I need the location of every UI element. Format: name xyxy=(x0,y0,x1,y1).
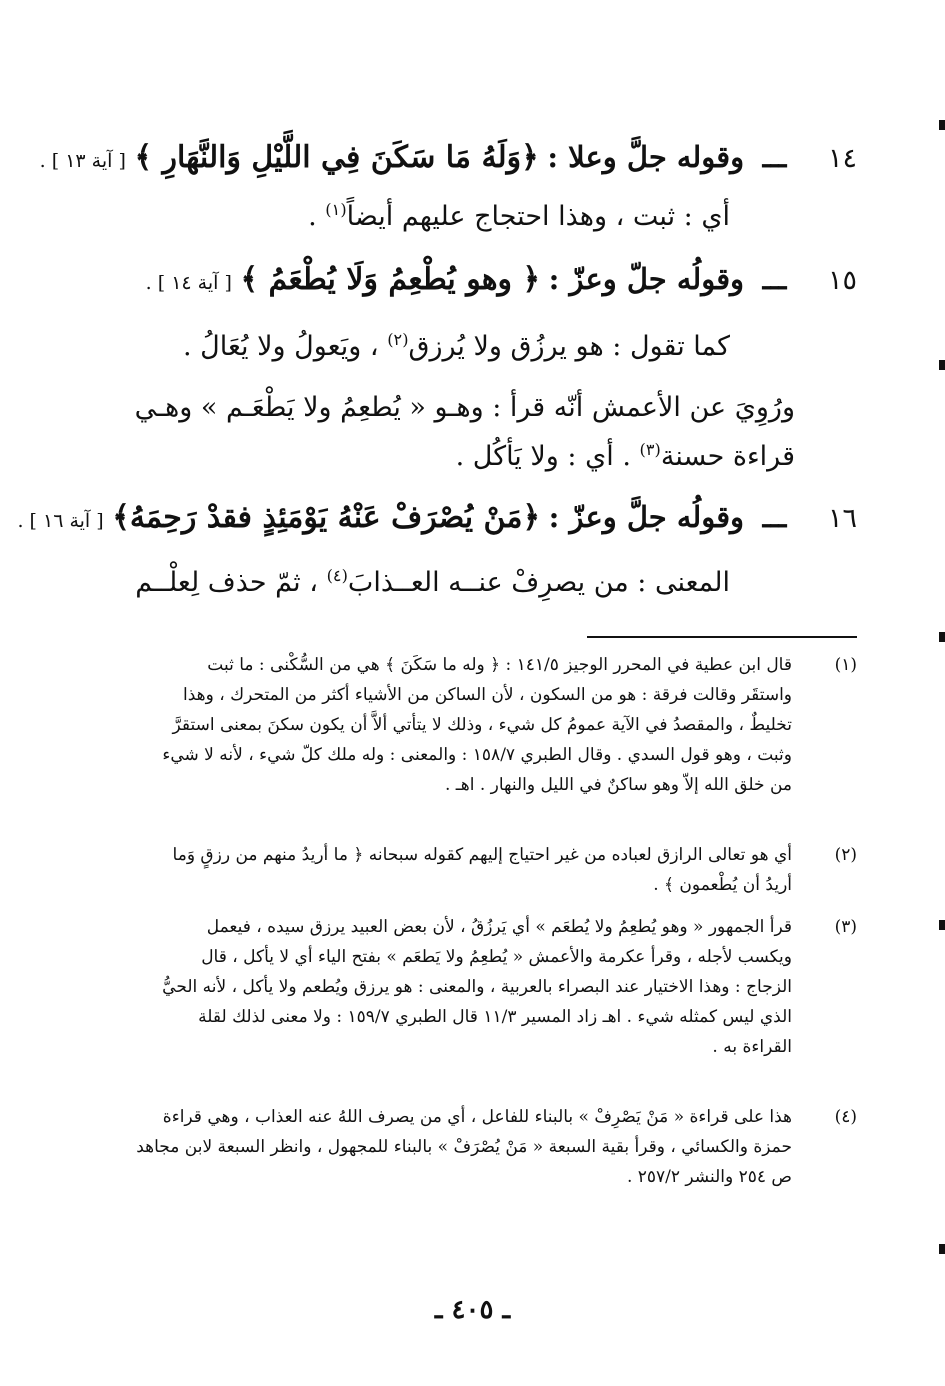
explanation-end: ، ويَعولُ ولا يُعَالُ . xyxy=(183,331,379,362)
footnote-line: تخليطٌ ، والمقصدُ في الآية عمومُ كل شيء ، وذلك لا يتأتي ألاَّ أن يكون سكنَ بمعنى استقرَّ xyxy=(172,715,792,735)
quran-verse: ﴿وَلَهُ مَا سَكَنَ فِي اللَّيْلِ وَالنَّهَارِ ﴾ xyxy=(134,140,539,175)
explanation-text: أي : ثبت ، وهذا احتجاج عليهم أيضاً xyxy=(346,201,730,232)
explanation-text: قراءة حسنة xyxy=(660,441,795,472)
ayah-reference: [ آية ١٤ ] . xyxy=(145,272,232,294)
entry-15-explanation-1 xyxy=(110,330,730,362)
footnote-body xyxy=(110,650,792,800)
entry-15-heading xyxy=(110,262,857,297)
entry-16-heading xyxy=(17,500,857,535)
footnote-line: من خلق الله إلاّ وهو ساكنٌ في الليل والنهار . اهـ . xyxy=(444,775,792,795)
footnote-body xyxy=(110,912,792,1062)
ayah-reference: [ آية ١٣ ] . xyxy=(39,150,126,172)
footnote-line: الزجاج : وهذا الاختيار عند البصراء بالعربية ، والمعنى : هو يرزق ويُطعم ولا يأكل ، لأنه الحيُّ xyxy=(162,977,792,997)
explanation-end: ، ثمّ حذف لِعلْــم xyxy=(135,567,318,598)
footnote-line: هذا على قراءة « مَنْ يَصْرِفْ » بالبناء للفاعل ، أي من يصرف اللهُ عنه العذاب ، وهي قراءة xyxy=(162,1107,792,1127)
footnote-line: القراءة به . xyxy=(712,1037,792,1057)
footnote-line: حمزة والكسائي ، وقرأ بقية السبعة « مَنْ يُصْرَفْ » بالبناء للمجهول ، وانظر السبعة لابن مجاهد xyxy=(136,1137,792,1157)
scan-edge-mark xyxy=(939,360,945,370)
footnote-line: قرأ الجمهور « وهو يُطعِمُ ولا يُطعَم » أي يَرزُقُ ، لأن بعض العبيد يرزق سيده ، فيعمل xyxy=(206,917,792,937)
footnote-body xyxy=(110,840,792,900)
quran-verse: ﴿ وهو يُطْعِمُ وَلَا يُطْعَمُ ﴾ xyxy=(240,262,541,297)
footnote-line: ويكسب لأجله ، وقرأ عكرمة والأعمش « يُطعِمُ ولا يَطعَم » بفتح الياء أي لا يأكل ، قال xyxy=(201,947,792,967)
explanation-text: ورُوِيَ عن الأعمش أنّه قرأ : وهـو « يُطعِمُ ولا يَطْعَـم » وهـي xyxy=(134,392,795,423)
footnote-mark: (١) xyxy=(834,655,857,675)
footnote-separator xyxy=(587,636,857,638)
footnote-ref: (٤) xyxy=(326,566,348,585)
scan-edge-mark xyxy=(939,120,945,130)
footnote-mark: (٤) xyxy=(834,1107,857,1127)
entry-number: ١٦ xyxy=(827,503,857,534)
footnote-body xyxy=(110,1102,792,1192)
footnote-line: أي هو تعالى الرازق لعباده من غير احتياج إليهم كقوله سبحانه ﴿ ما أريدُ منهم من رزقٍ وَما xyxy=(172,845,792,865)
entry-lead: وقولُه جلّ وعزّ : xyxy=(548,262,745,296)
entry-dash: ـــ xyxy=(762,503,787,534)
entry-dash: ـــ xyxy=(762,265,787,296)
footnote-line: أريدُ أن يُطْعمون ﴾ . xyxy=(653,875,792,895)
footnote-4 xyxy=(110,1102,857,1192)
entry-14-explanation xyxy=(110,200,730,232)
ayah-reference: [ آية ١٦ ] . xyxy=(17,510,104,532)
footnote-line: الذي ليس كمثله شيء . اهـ زاد المسير ١١/٣ قال الطبري ١٥٩/٧ : ولا معنى لذلك لقلة xyxy=(198,1007,792,1027)
footnote-line: وثبت ، وهو قول السدي . وقال الطبري ١٥٨/٧ : والمعنى : وله ملك كلّ شيء ، لأنه لا شيء xyxy=(162,745,792,765)
entry-14-heading xyxy=(39,140,857,175)
footnote-ref: (٢) xyxy=(387,330,409,349)
entry-lead: وقوله جلَّ وعلا : xyxy=(547,140,745,174)
explanation-text: المعنى : من يصرِفْ عنــه العــذابَ xyxy=(347,567,730,598)
footnote-line: واستقَر وقالت فرقة : هو من السكون ، لأن الساكن من الأشياء أكثر من المتحرك ، وهذا xyxy=(183,685,792,705)
footnote-line: قال ابن عطية في المحرر الوجيز ١٤١/٥ : ﴿ وله ما سَكَنَ ﴾ هي من السُّكْنى : ما ثبت xyxy=(207,655,792,675)
footnote-3 xyxy=(110,912,857,1062)
explanation-end: . xyxy=(308,201,317,232)
footnote-mark: (٢) xyxy=(834,845,857,865)
page-number: ـ ٤٠٥ ـ xyxy=(434,1295,511,1325)
footnote-2 xyxy=(110,840,857,900)
footnote-ref: (٣) xyxy=(639,440,661,459)
entry-number: ١٥ xyxy=(827,265,857,296)
scan-edge-mark xyxy=(939,632,945,642)
entry-lead: وقولُه جلَّ وعزّ : xyxy=(548,500,745,534)
scan-edge-mark xyxy=(939,920,945,930)
explanation-text: كما تقول : هو يرزُق ولا يُرزق xyxy=(408,331,730,362)
footnote-mark: (٣) xyxy=(834,917,857,937)
scan-edge-mark xyxy=(939,1244,945,1254)
entry-number: ١٤ xyxy=(827,143,857,174)
entry-dash: ـــ xyxy=(762,143,787,174)
footnote-1 xyxy=(110,650,857,800)
footnote-line: ص ٢٥٤ والنشر ٢٥٧/٢ . xyxy=(626,1167,792,1187)
explanation-end: . أي : ولا يَأكُل . xyxy=(455,441,631,472)
footnote-ref: (١) xyxy=(325,200,347,219)
entry-15-explanation-3 xyxy=(110,440,795,472)
quran-verse: ﴿مَنْ يُصْرَفْ عَنْهُ يَوْمَئِذٍ فقدْ رَحِمَهُ﴾ xyxy=(112,500,541,535)
entry-15-explanation-2 xyxy=(110,392,795,423)
entry-16-explanation xyxy=(110,566,730,598)
